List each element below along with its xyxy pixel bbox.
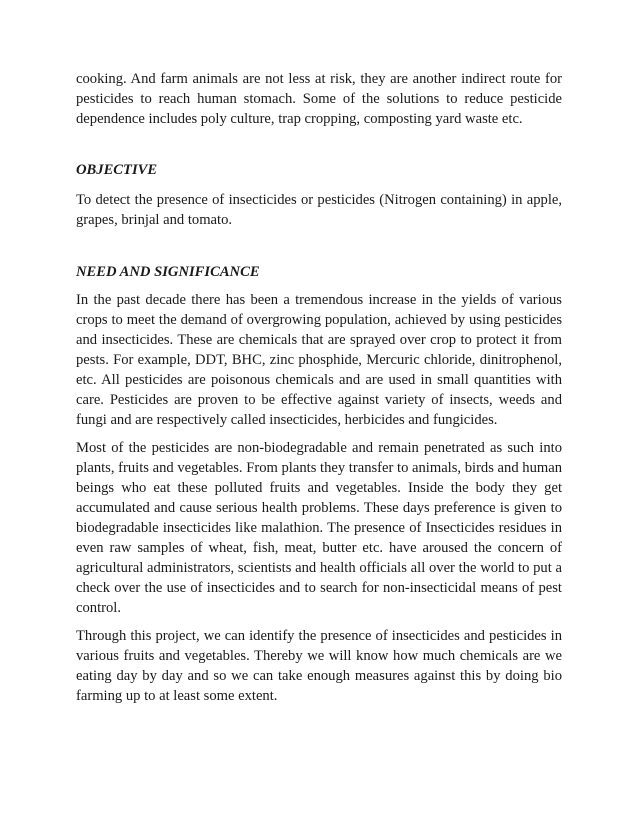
need-paragraph-3: Through this project, we can identify the presence of insecticides and pesticides in various fruits and vegetables. Thereby we will know how much chemicals are we eating day by day and so we can take enough measures against this by doing bio farming up to at least some extent. [76, 628, 562, 704]
objective-heading: OBJECTIVE [76, 162, 158, 178]
need-paragraph-2: Most of the pesticides are non-biodegradable and remain penetrated as such into plants, fruits and vegetables. From plants they transfer to animals, birds and human beings who eat these polluted fruits and vegetables. Inside the body they get accumulated and cause serious health problems. These days preference is given to biodegradable insecticides like malathion. The presence of Insecticides residues in even raw samples of wheat, fish, meat, butter etc. have aroused the concern of agricultural administrators, scientists and health officials all over the world to put a check over the use of insecticides and to search for non-insecticidal means of pest control. [76, 440, 562, 616]
objective-paragraph: To detect the presence of insecticides or pesticides (Nitrogen containing) in apple, grapes, brinjal and tomato. [76, 192, 562, 228]
intro-paragraph: cooking. And farm animals are not less at risk, they are another indirect route for pesticides to reach human stomach. Some of the solutions to reduce pesticide dependence includes poly culture, trap cropping, composting yard waste etc. [76, 71, 562, 127]
need-paragraph-1: In the past decade there has been a tremendous increase in the yields of various crops to meet the demand of overgrowing population, achieved by using pesticides and insecticides. These are chemicals that are sprayed over crop to protect it from pests. For example, DDT, BHC, zinc phosphide, Mercuric chloride, dinitrophenol, etc. All pesticides are poisonous chemicals and are used in small quantities with care. Pesticides are proven to be effective against variety of insects, weeds and fungi and are respectively called insecticides, herbicides and fungicides. [76, 292, 562, 428]
page-content [76, 69, 562, 706]
need-significance-heading: NEED AND SIGNIFICANCE [76, 264, 260, 280]
